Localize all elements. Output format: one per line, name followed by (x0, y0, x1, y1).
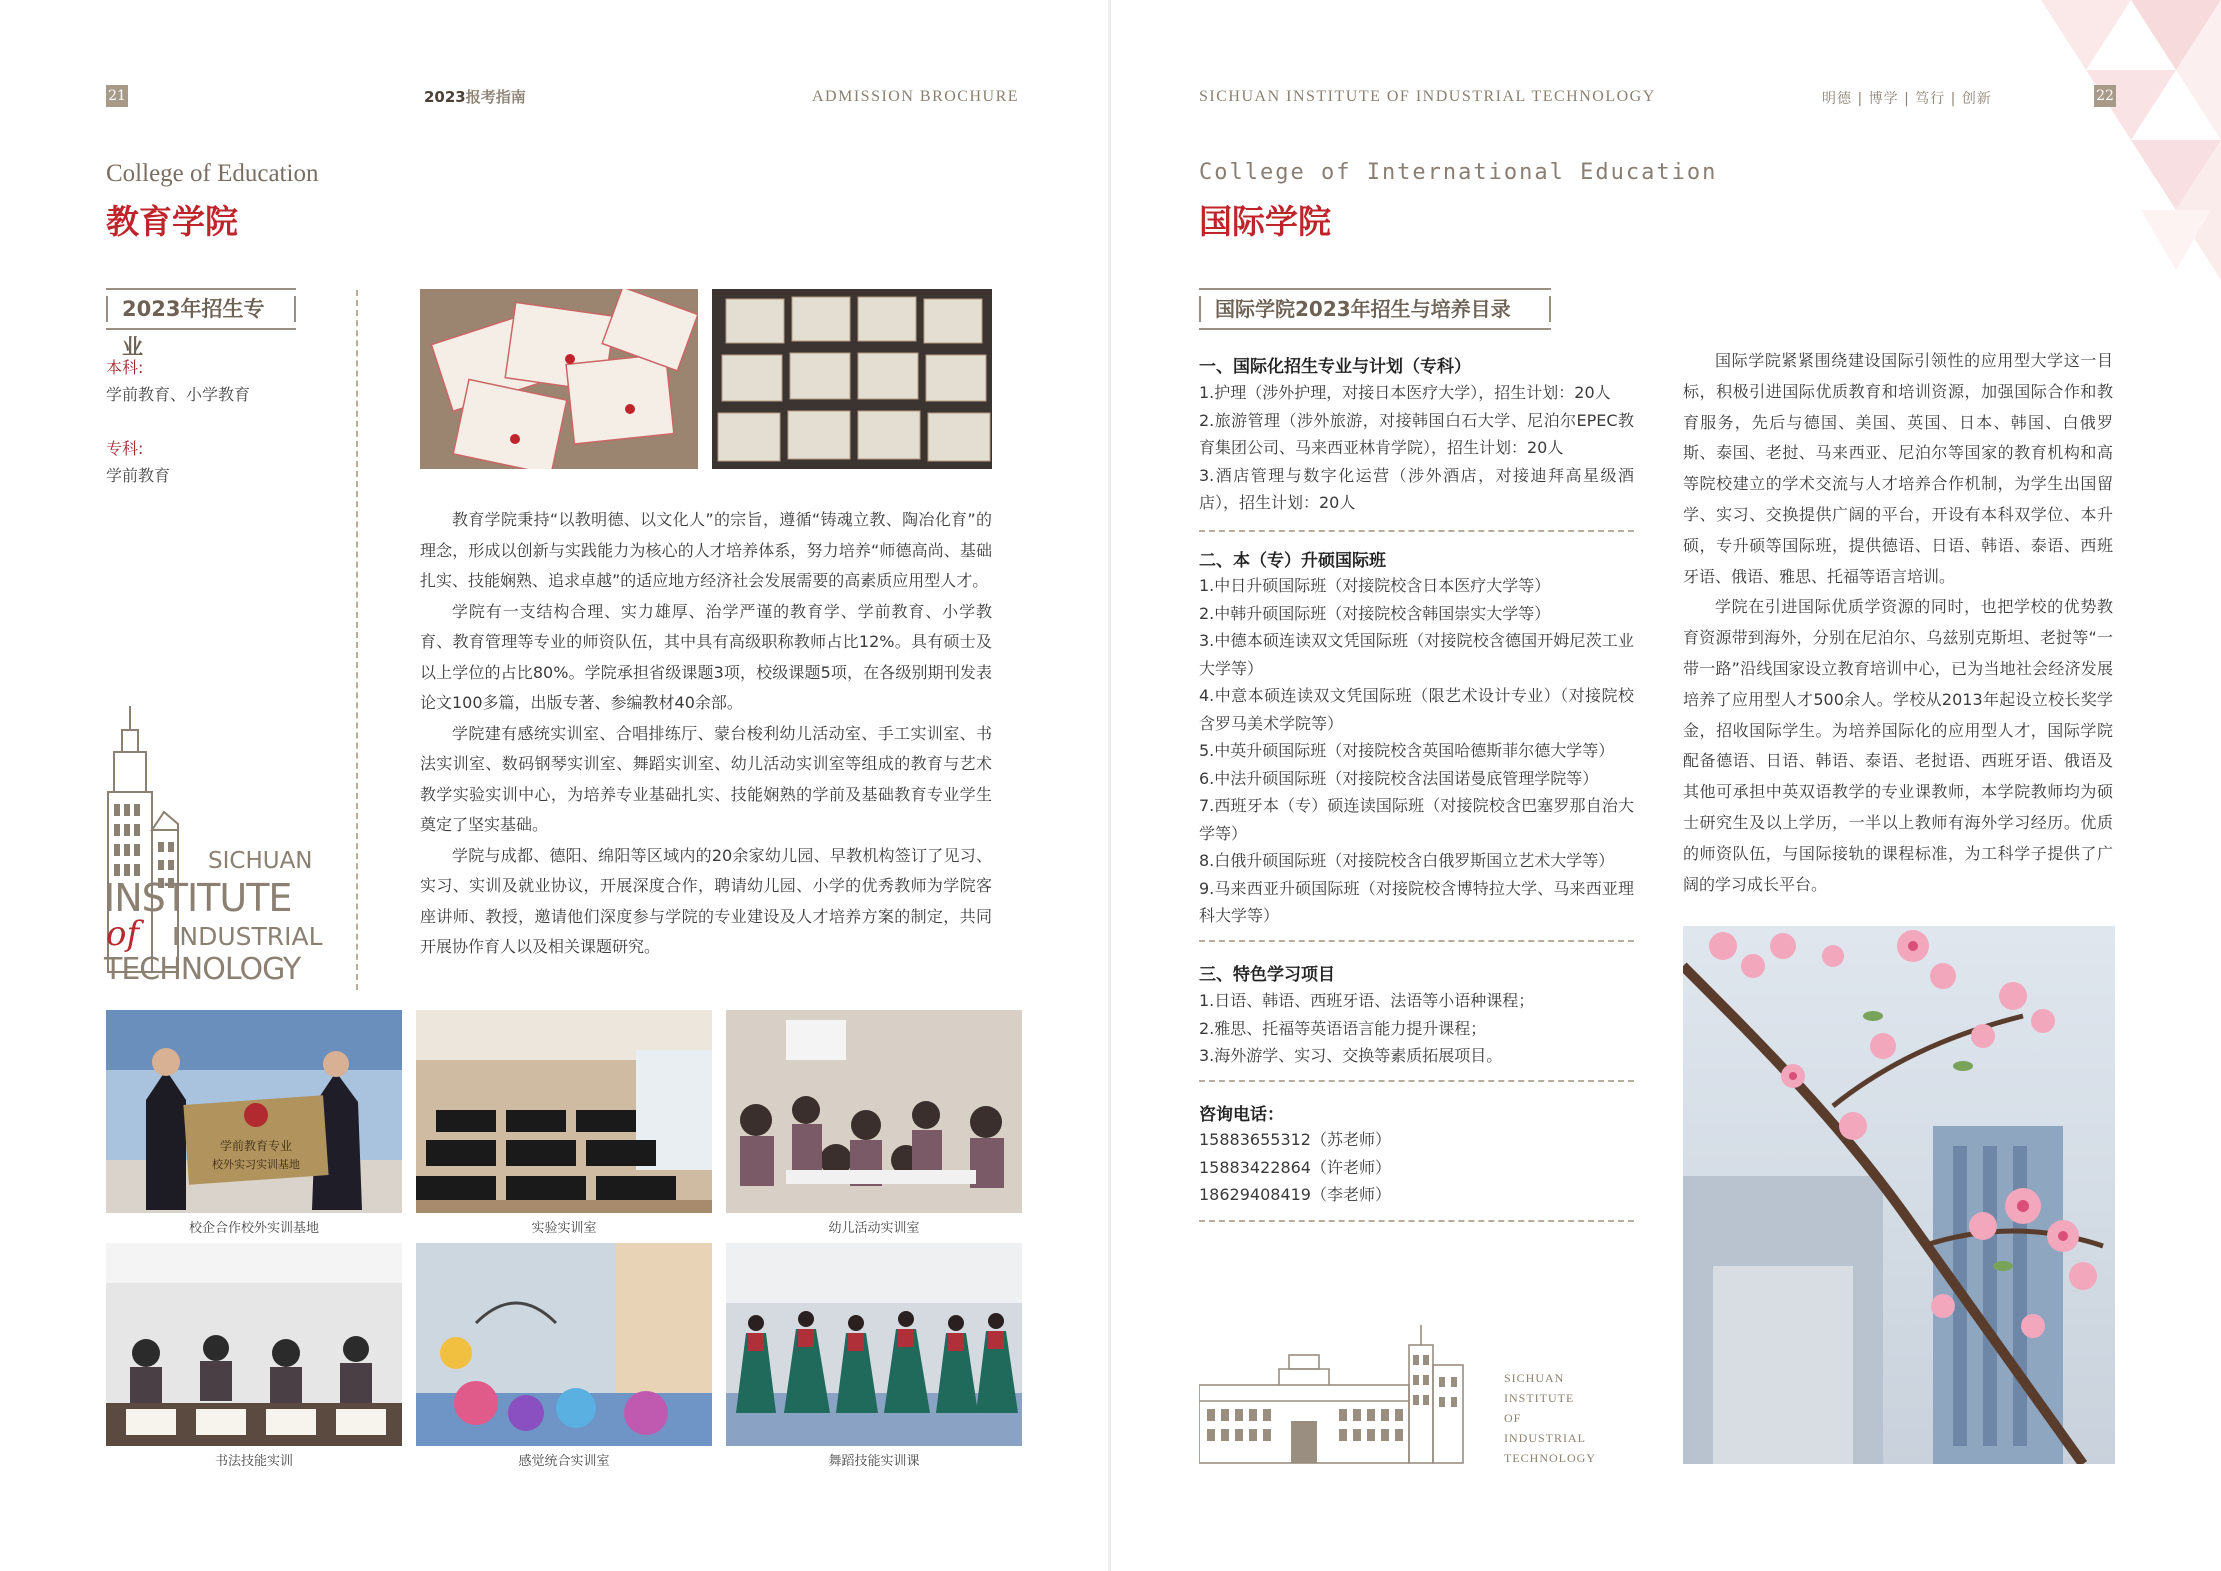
paragraph-1: 教育学院秉持“以教明德、以文化人”的宗旨，遵循“铸魂立教、陶冶化育”的理念，形成以创新与实践能力为核心的人才培养体系，努力培养“师德高尚、基础扎实、技能娴熟、追求卓越”的适应地方经济社会发展需要的高素质应用型人才。 (420, 510, 992, 590)
list-item: 3.酒店管理与数字化运营（涉外酒店，对接迪拜高星级酒店），招生计划：20人 (1199, 465, 1634, 512)
paragraph-4: 学院与成都、德阳、绵阳等区域内的20余家幼儿园、早教机构签订了见习、实习、实训及就业协议，开展深度合作，聘请幼儿园、小学的优秀教师为学院客座讲师、教授，邀请他们深度参与学院的专业建设及人才培养方案的制定，共同开展协作育人以及相关课题研究。 (420, 845, 992, 956)
undergrad-value: 学前教育、小学教育 (106, 385, 251, 404)
college-title-en: College of Education (106, 160, 319, 187)
phone-contact: 15883655312（苏老师） (1199, 1130, 1391, 1149)
college-label: 专科: (106, 439, 144, 458)
logo-line-technology: TECHNOLOGY (1504, 1451, 1596, 1465)
motto: 明德 | 博学 | 笃行 | 创新 (1822, 91, 1992, 107)
paragraph-2: 学院有一支结构合理、实力雄厚、治学严谨的教育学、学前教育、小学教育、教育管理等专业的师资队伍，其中具有高级职称教师占比12%。具有硕士及以上学位的占比80%。学院承担省级课题3项，校级课题5项，在各级别期刊发表论文100多篇，出版专著、参编教材40余部。 (420, 601, 992, 712)
list-item: 3.海外游学、实习、交换等素质拓展项目。 (1199, 1046, 1503, 1065)
list-item: 5.中英升硕国际班（对接院校含英国哈德斯菲尔德大学等） (1199, 741, 1615, 760)
campus-logo (104, 700, 324, 990)
photo-base-ceremony (106, 1010, 402, 1213)
blossom-photo (1683, 926, 2115, 1464)
list-item: 6.中法升硕国际班（对接院校含法国诺曼底管理学院等） (1199, 768, 1599, 788)
divider (1199, 1220, 1634, 1222)
logo-line-of: OF (1504, 1411, 1522, 1425)
education-intro (420, 505, 992, 963)
list-item: 9.马来西亚升硕国际班（对接院校含博特拉大学、马来西亚理科大学等） (1199, 878, 1634, 925)
international-intro (1683, 346, 2113, 900)
caption-3: 幼儿活动实训室 (828, 1221, 920, 1236)
college-title-en: College of International Education (1199, 160, 1718, 185)
divider (1199, 940, 1634, 942)
campus-buildings-icon (1199, 1325, 1499, 1465)
caption-6: 舞蹈技能实训课 (828, 1454, 920, 1469)
list-item: 1.中日升硕国际班（对接院校含日本医疗大学等） (1199, 576, 1551, 595)
certificates-photo-1 (420, 289, 698, 469)
list-item: 2.雅思、托福等英语语言能力提升课程； (1199, 1018, 1487, 1038)
section-1-title: 一、国际化招生专业与计划（专科） (1199, 357, 1471, 377)
vertical-divider (356, 290, 358, 990)
logo-line-technology: TECHNOLOGY (104, 952, 301, 987)
ceremony-art (106, 1010, 402, 1213)
section-2-title: 二、本（专）升硕国际班 (1199, 551, 1386, 571)
certificates-art-2 (712, 289, 992, 469)
logo-text-block (1504, 1368, 1596, 1468)
logo-line-sichuan: SICHUAN (208, 848, 313, 874)
logo-line-institute: INSTITUTE (1504, 1391, 1575, 1405)
caption-5: 感觉统合实训室 (518, 1454, 610, 1469)
piano-lab-art (416, 1010, 712, 1213)
header-title: ADMISSION BROCHURE (812, 88, 1020, 105)
undergrad-label: 本科: (106, 358, 144, 377)
divider (1199, 1080, 1634, 1082)
guide-label: 2023报考指南 (424, 88, 526, 106)
list-item: 7.西班牙本（专）硕连读国际班（对接院校含巴塞罗那自治大学等） (1199, 796, 1634, 843)
paragraph-1: 国际学院紧紧围绕建设国际引领性的应用型大学这一目标，积极引进国际优质教育和培训资源，加强国际合作和教育服务，先后与德国、美国、英国、日本、韩国、白俄罗斯、泰国、老挝、马来西亚、尼泊尔等国家的教育机构和高等院校建立的学术交流与人才培养合作机制，为学生出国留学、实习、交换提供广阔的平台，开设有本科双学位、本升硕，专升硕等国际班，提供德语、日语、韩语、泰语、西班牙语、俄语、雅思、托福等语言培训。 (1683, 351, 2113, 586)
college-value: 学前教育 (106, 466, 171, 485)
caption-2: 实验实训室 (531, 1221, 597, 1236)
phone-contact: 18629408419（李老师） (1199, 1185, 1391, 1204)
list-item: 2.中韩升硕国际班（对接院校含韩国崇实大学等） (1199, 603, 1551, 623)
catalog-box: 国际学院2023年招生与培养目录 (1199, 288, 1551, 330)
list-item: 1.日语、韩语、西班牙语、法语等小语种课程； (1199, 991, 1535, 1010)
page-number: 22 (2094, 85, 2116, 107)
list-item: 2.旅游管理（涉外旅游，对接韩国白石大学、尼泊尔EPEC教育集团公司、马来西亚林肯学院），招生计划：20人 (1199, 410, 1634, 457)
photo-piano-lab (416, 1010, 712, 1213)
college-title-cn: 国际学院 (1199, 202, 1331, 241)
page-number: 21 (106, 85, 128, 107)
photo-calligraphy (106, 1243, 402, 1446)
list-item: 4.中意本硕连读双文凭国际班（限艺术设计专业）（对接院校含罗马美术学院等） (1199, 686, 1634, 733)
decorative-triangles (2041, 0, 2221, 330)
contact-title: 咨询电话： (1199, 1105, 1284, 1125)
logo-line-industrial: INDUSTRIAL (1504, 1431, 1586, 1445)
paragraph-2: 学院在引进国际优质学资源的同时，也把学校的优势教育资源带到海外，分别在尼泊尔、乌兹别克斯坦、老挝等“一带一路”沿线国家设立教育培训中心，已为当地社会经济发展培养了应用型人才500余人。学校从2013年起设立校长奖学金，招收国际学生。为培养国际化的应用型人才，国际学院配备德语、日语、韩语、泰语、老挝语、西班牙语、俄语及其他可承担中英双语教学的专业课教师，本学院教师均为硕士研究生及以上学历，一半以上教师有海外学习经历。优质的师资队伍，与国际接轨的课程标准，为工科学子提供了广阔的学习成长平台。 (1683, 597, 2113, 894)
majors-box: 2023年招生专业 (106, 288, 296, 330)
section-3-title: 三、特色学习项目 (1199, 965, 1335, 985)
activity-room-art (726, 1010, 1022, 1213)
sensory-room-art (416, 1243, 712, 1446)
sign-text: 学前教育专业 (219, 1139, 293, 1153)
logo-line-institute: INSTITUTE (104, 876, 292, 920)
photo-activity-room (726, 1010, 1022, 1213)
phone-contact: 15883422864（许老师） (1199, 1157, 1391, 1177)
certificates-photo-2 (712, 289, 992, 469)
svg-text:校外实习实训基地: 校外实习实训基地 (212, 1158, 300, 1171)
dance-class-art (726, 1243, 1022, 1446)
logo-line-of: of (106, 914, 140, 954)
logo-line-industrial: INDUSTRIAL (172, 922, 323, 951)
photo-sensory-room (416, 1243, 712, 1446)
right-page (1111, 0, 2221, 1571)
caption-4: 书法技能实训 (214, 1454, 293, 1469)
campus-logo (1199, 1325, 1599, 1465)
caption-1: 校企合作校外实训基地 (188, 1221, 319, 1236)
logo-line-sichuan: SICHUAN (1504, 1371, 1565, 1385)
section-2-list (1199, 572, 1634, 930)
list-item: 1.护理（涉外护理，对接日本医疗大学），招生计划：20人 (1199, 383, 1611, 402)
college-title-cn: 教育学院 (106, 202, 238, 241)
section-3-list (1199, 987, 1634, 1070)
certificates-art-1 (420, 289, 698, 469)
photo-dance-class (726, 1243, 1022, 1446)
paragraph-3: 学院建有感统实训室、合唱排练厅、蒙台梭利幼儿活动室、手工实训室、书法实训室、数码钢琴实训室、舞蹈实训室、幼儿活动实训室等组成的教育与艺术教学实验实训中心，为培养专业基础扎实、技能娴熟的学前及基础教育专业学生奠定了坚实基础。 (420, 723, 992, 834)
section-1-list (1199, 379, 1634, 517)
list-item: 3.中德本硕连读双文凭国际班（对接院校含德国开姆尼茨工业大学等） (1199, 631, 1634, 678)
list-item: 8.白俄升硕国际班（对接院校含白俄罗斯国立艺术大学等） (1199, 851, 1615, 870)
divider (1199, 530, 1634, 532)
header-title: SICHUAN INSTITUTE OF INDUSTRIAL TECHNOLOGY (1199, 88, 1656, 105)
blossom-art (1683, 926, 2115, 1464)
calligraphy-art (106, 1243, 402, 1446)
contact-list (1199, 1126, 1634, 1209)
